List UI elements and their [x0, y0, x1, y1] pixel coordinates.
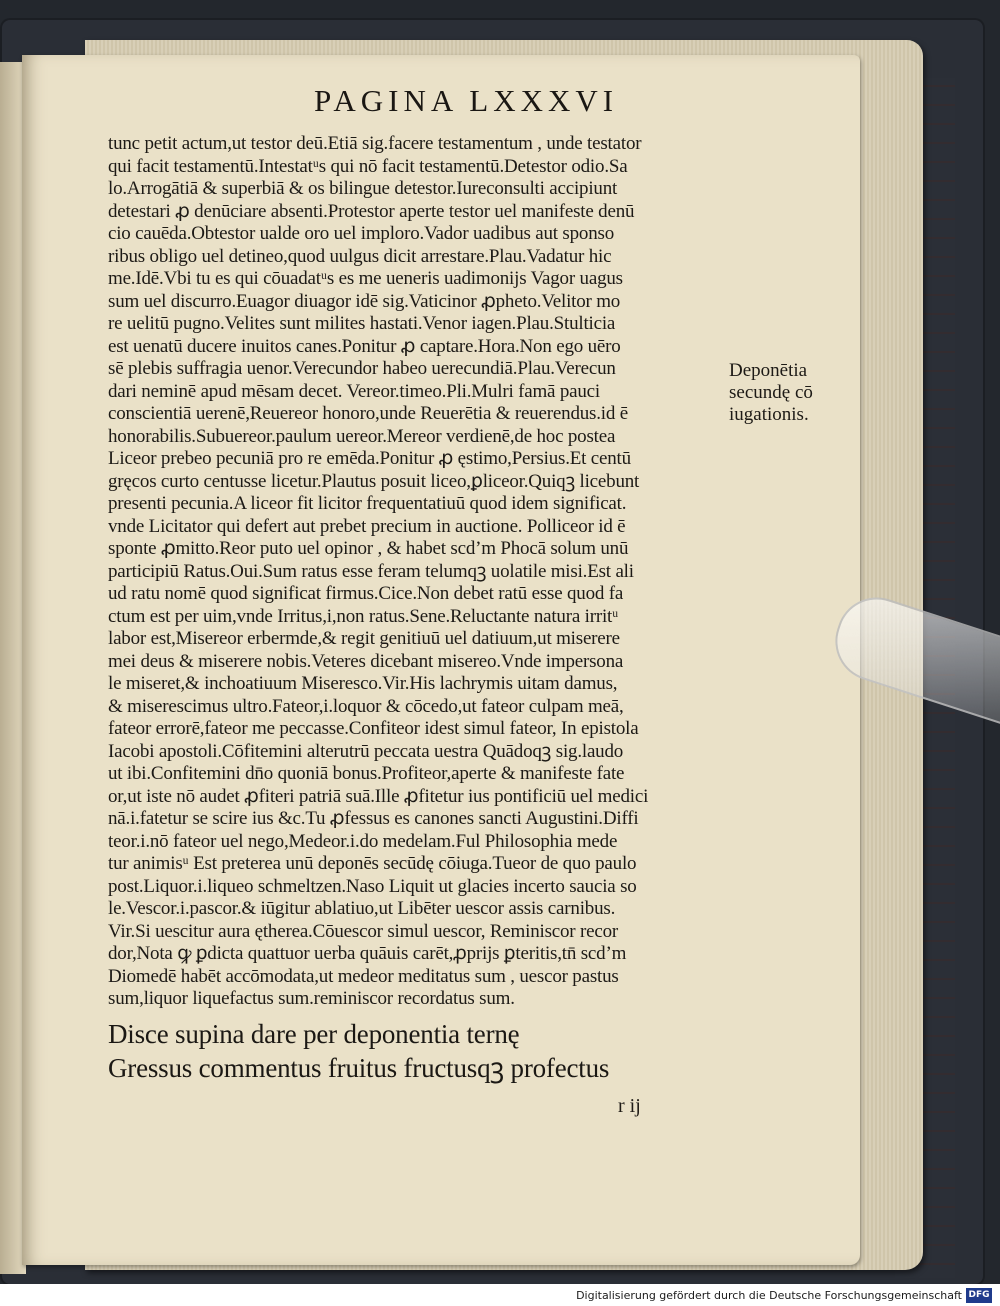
- book-page: [22, 55, 860, 1265]
- text-line: Liceor prebeo pecuniā pro re emēda.Ponitur ꝓ ęstimo,Persius.Et centū: [108, 448, 631, 469]
- text-line: honorabilis.Subuereor.paulum uereor.Mereor verdienē,de hoc postea: [108, 425, 616, 447]
- text-line: or,ut iste nō audet ꝓfiteri patriā suā.Ille ꝓfitetur ius pontificiū uel medici: [108, 785, 649, 807]
- text-line: sponte ꝓmitto.Reor puto uel opinor , & habet scd’m Phocā solum unū: [108, 538, 629, 559]
- text-line: le miseret,& inchoatiuum Miseresco.Vir.His lachrymis uitam damus,: [108, 673, 618, 694]
- margin-note: [729, 360, 859, 426]
- text-line: detestari ꝓ denūciare absenti.Protestor aperte testor uel manifeste denū: [108, 200, 635, 222]
- text-line: cio cauēda.Obtestor ualde oro uel imploro.Vador uadibus aut sponso: [108, 223, 615, 244]
- text-line: sē plebis suffragia uenor.Verecundor habeo uerecundiā.Plau.Verecun: [108, 358, 616, 379]
- page-body-text: [108, 133, 798, 1085]
- verse-block: [108, 1017, 798, 1085]
- page-header: PAGINA LXXXVI: [314, 83, 619, 118]
- margin-note-line: iugationis.: [729, 404, 809, 425]
- signature-mark: r ij: [618, 1095, 641, 1117]
- text-line: gręcos curto centusse licetur.Plautus posuit liceo,ꝑliceor.Quiqꝫ licebunt: [108, 470, 640, 492]
- verse-line: Disce supina dare per deponentia ternę: [108, 1018, 520, 1049]
- text-line: vnde Licitator qui defert aut prebet precium in auctione. Polliceor id ē: [108, 515, 626, 537]
- dfg-logo: DFG: [966, 1288, 992, 1303]
- text-line: dor,Nota ꝙ ꝑdicta quattuor uerba quāuis carēt,ꝓprijs ꝑteritis,tn̄ scd’m: [108, 943, 627, 964]
- text-lines: [108, 133, 798, 1011]
- text-line: Vir.Si uescitur aura ętherea.Cōuescor simul uescor, Reminiscor recor: [108, 920, 618, 942]
- text-line: re uelitū pugno.Velites sunt milites hastati.Venor iagen.Plau.Stulticia: [108, 313, 616, 334]
- text-line: me.Idē.Vbi tu es qui cōuadatᵘs es me ueneris uadimonijs Vagor uagus: [108, 268, 623, 289]
- funding-credit: Digitalisierung gefördert durch die Deutsche Forschungsgemeinschaft: [576, 1289, 962, 1302]
- text-line: mei deus & miserere nobis.Veteres dicebant misereo.Vnde impersona: [108, 650, 624, 672]
- text-line: Diomedē habēt accōmodata,ut medeor meditatus sum , uescor pastus: [108, 965, 619, 987]
- text-line: post.Liquor.i.liqueo schmeltzen.Naso Liquit ut glacies incerto saucia so: [108, 875, 637, 897]
- text-line: ribus obligo uel detineo,quod uulgus dicit arrestare.Plau.Vadatur hic: [108, 245, 612, 267]
- text-line: dari neminē apud mēsam decet. Vereor.timeo.Pli.Mulri famā pauci: [108, 380, 600, 402]
- text-line: nā.i.fatetur se scire ius &c.Tu ꝓfessus es canones sancti Augustini.Diffi: [108, 808, 639, 829]
- text-line: teor.i.nō fateor uel nego,Medeor.i.do medelam.Ful Philosophia mede: [108, 830, 618, 852]
- text-line: conscientiā uerenē,Reuereor honoro,unde Reuerētia & reuerendus.id ē: [108, 403, 628, 424]
- text-line: ut ibi.Confitemini dn̄o quoniā bonus.Profiteor,aperte & manifeste fate: [108, 763, 625, 784]
- text-line: le.Vescor.i.pascor.& iūgitur ablatiuo,ut Libēter uescor assis carnibus.: [108, 898, 616, 919]
- text-line: labor est,Misereor erbermde,& regit genitiuū uel datiuum,ut miserere: [108, 628, 620, 649]
- text-line: ud ratu nomē quod significat firmus.Cice.Non debet ratū esse quod fa: [108, 583, 624, 604]
- text-line: est uenatū ducere inuitos canes.Ponitur ꝓ captare.Hora.Non ego uēro: [108, 335, 621, 357]
- text-line: presenti pecunia.A liceor fit licitor frequentatiuū quod idem significat.: [108, 493, 627, 514]
- text-line: participiū Ratus.Oui.Sum ratus esse feram telumqꝫ uolatile misi.Est ali: [108, 560, 634, 582]
- text-line: qui facit testamentū.Intestatᵘs qui nō facit testamentū.Detestor odio.Sa: [108, 155, 628, 177]
- text-line: & miserescimus ultro.Fateor,i.loquor & cōcedo,ut fateor culpam meā,: [108, 695, 624, 717]
- margin-note-line: secundę cō: [729, 382, 813, 403]
- text-line: ctum est per uim,vnde Irritus,i,non ratus.Sene.Reluctante natura irritᵘ: [108, 605, 619, 627]
- text-line: tur animisᵘ Est preterea unū deponēs secūdę cōiuga.Tueor de quo paulo: [108, 853, 637, 874]
- margin-note-line: Deponētia: [729, 360, 808, 381]
- text-line: sum,liquor liquefactus sum.reminiscor recordatus sum.: [108, 988, 515, 1009]
- text-line: fateor errorē,fateor me peccasse.Confiteor idest simul fateor, In epistola: [108, 718, 639, 739]
- text-line: lo.Arrogātiā & superbiā & os bilingue detestor.Iureconsulti accipiunt: [108, 178, 618, 199]
- text-line: Iacobi apostoli.Cōfitemini alterutrū peccata uestra Quādoqꝫ sig.laudo: [108, 740, 624, 762]
- verse-line: Gressus commentus fruitus fructusqꝫ profectus: [108, 1052, 610, 1083]
- footer-bar: [0, 1284, 1000, 1306]
- text-line: sum uel discurro.Euagor diuagor idē sig.Vaticinor ꝓpheto.Velitor mo: [108, 290, 621, 312]
- text-line: tunc petit actum,ut testor deū.Etiā sig.facere testamentum , unde testator: [108, 133, 642, 154]
